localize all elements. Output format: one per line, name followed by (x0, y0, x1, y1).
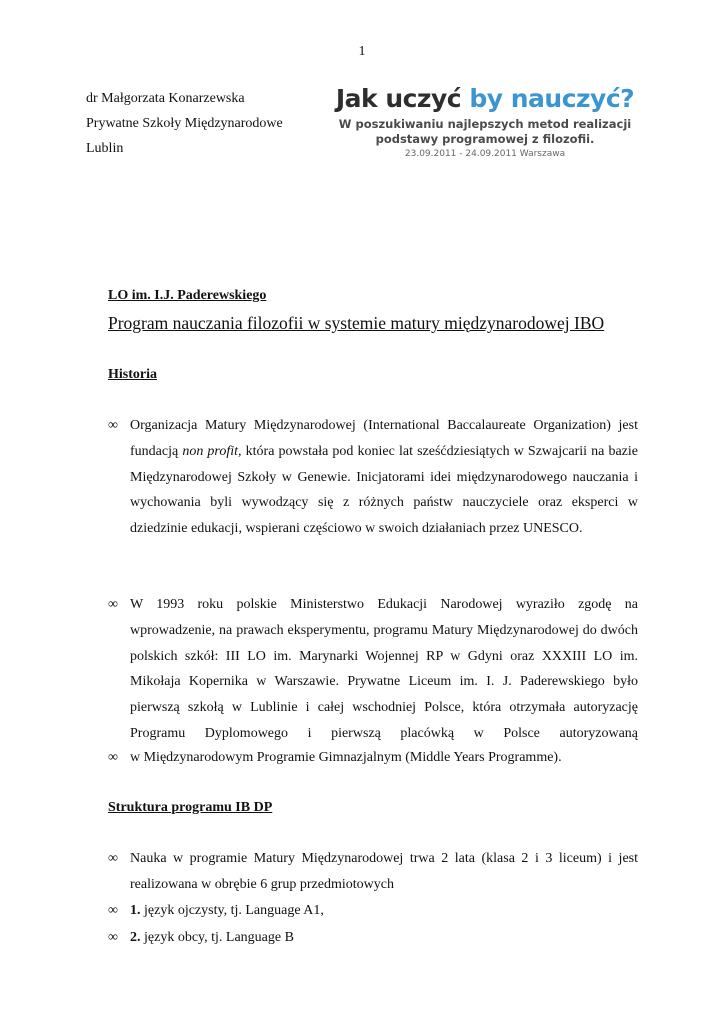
infinity-bullet-icon: ∞ (108, 851, 118, 866)
list-item (108, 925, 638, 951)
author-name: dr Małgorzata Konarzewska (86, 91, 245, 106)
bullet-text: Organizacja Matury Międzynarodowej (International Baccalaureate Organization) jest fundacją (130, 418, 638, 459)
list-item (108, 898, 638, 924)
section-history-heading: Historia (108, 367, 157, 382)
infinity-bullet-icon: ∞ (108, 750, 118, 765)
banner-title (332, 84, 638, 114)
list-item (108, 745, 638, 771)
bullet-text: w Międzynarodowym Programie Gimnazjalnym (Middle Years Programme). (130, 750, 562, 765)
program-title: Program nauczania filozofii w systemie matury międzynarodowej IBO (108, 313, 605, 333)
list-item (108, 413, 638, 542)
bullet-text: która powstała pod koniec lat sześćdziesiątych w Szwajcarii na bazie Międzynarodowej Szkoły w Genewie. Inicjatorami idei międzynarodowego nauczania i wychowania byli wywodzący się z różnych państw nauczyciele oraz eksperci w dziedzinie edukacji, wspierani częściowo w swoich działaniach przez UNESCO. (130, 443, 638, 537)
bullet-text: W 1993 roku polskie Ministerstwo Edukacji Narodowej wyraziło zgodę na wprowadzenie, na prawach eksperymentu, programu Matury Międzynarodowej do dwóch polskich szkół: III LO im. Marynarki Wojennej RP w Gdyni oraz XXXIII LO im. Mikołaja Kopernika w Warszawie. Prywatne Liceum im. I. J. Paderewskiego było pierwszą szkołą w Lublinie i całej wschodniej Polsce, która otrzymała autoryzację Programu Dyplomowego i pierwszą placówką w Polsce autoryzowaną (130, 597, 638, 741)
page-number: 1 (358, 44, 366, 59)
banner-title-part2: by nauczyć? (469, 84, 635, 113)
banner-title-part1: Jak uczyć (335, 84, 462, 113)
conference-banner (332, 84, 638, 159)
list-item (108, 592, 638, 747)
infinity-bullet-icon: ∞ (108, 903, 118, 918)
infinity-bullet-icon: ∞ (108, 418, 118, 433)
banner-subtitle-line2: podstawy programowej z filozofii. (375, 132, 595, 146)
infinity-bullet-icon: ∞ (108, 597, 118, 612)
bullet-text: język ojczysty, tj. Language A1, (140, 903, 324, 918)
author-institution: Prywatne Szkoły Międzynarodowe (86, 116, 283, 131)
infinity-bullet-icon: ∞ (108, 930, 118, 945)
author-block (86, 86, 283, 161)
bullet-number: 2. (130, 930, 141, 945)
banner-dates: 23.09.2011 - 24.09.2011 Warszawa (404, 149, 566, 159)
bullet-text: Nauka w programie Matury Międzynarodowej trwa 2 lata (klasa 2 i 3 liceum) i jest realizowana w obrębie 6 grup przedmiotowych (130, 851, 638, 892)
author-city: Lublin (86, 141, 124, 156)
bullet-number: 1. (130, 903, 141, 918)
bullet-italic-text: non profit, (182, 443, 242, 459)
bullet-text: język obcy, tj. Language B (140, 930, 294, 945)
banner-subtitle (332, 117, 638, 147)
banner-subtitle-line1: W poszukiwaniu najlepszych metod realizacji (338, 117, 632, 131)
list-item (108, 846, 638, 898)
school-heading: LO im. I.J. Paderewskiego (108, 288, 267, 303)
section-structure-heading: Struktura programu IB DP (108, 800, 273, 815)
